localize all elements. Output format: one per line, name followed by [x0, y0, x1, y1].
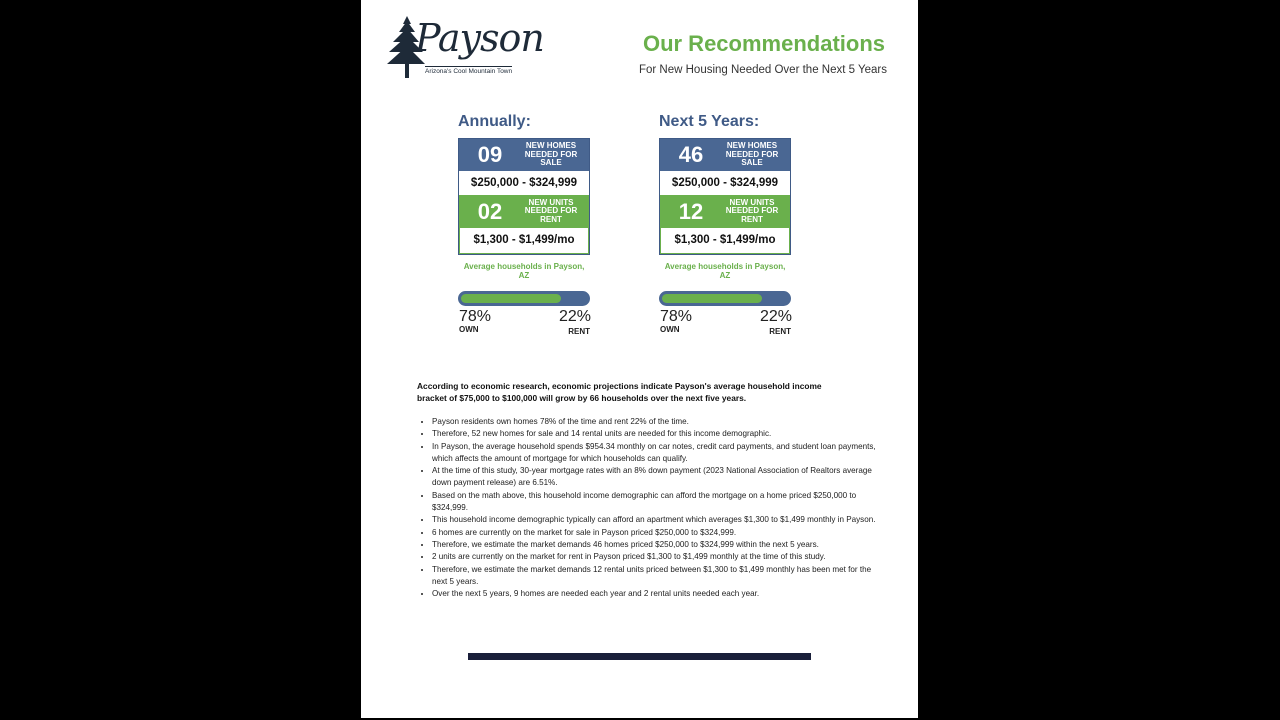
sale-label: NEW HOMES NEEDED FOR SALE: [524, 141, 578, 168]
page-title: Our Recommendations: [642, 31, 885, 56]
rent-percent: 22%: [759, 308, 792, 325]
payson-logo: [387, 14, 557, 84]
list-item: • Therefore, we estimate the market demands 46 homes priced $250,000 to $324,999 within the next 5 years.: [432, 539, 882, 551]
page-subtitle: For New Housing Needed Over the Next 5 Years: [638, 64, 887, 76]
rent-label-small: RENT: [568, 327, 590, 336]
sale-row: [660, 139, 790, 171]
own-bar-fill: [461, 294, 561, 303]
own-label: OWN: [660, 325, 680, 334]
average-households-label: Average households in Payson, AZ: [664, 262, 786, 280]
own-rent-percentages: [458, 306, 590, 344]
column-heading: Next 5 Years:: [659, 113, 760, 130]
sale-price: $250,000 - $324,999: [459, 171, 589, 195]
rent-row: [459, 195, 589, 228]
list-item: • Over the next 5 years, 9 homes are needed each year and 2 rental units needed each year.: [432, 588, 882, 600]
rent-price: $1,300 - $1,499/mo: [459, 228, 589, 254]
intro-paragraph: According to economic research, economic projections indicate Payson's average household income bracket of $75,000 to $100,000 will grow by 66 households over the next five years.: [417, 381, 822, 403]
recommendation-card: [659, 138, 791, 255]
list-item: • Based on the math above, this household income demographic can afford the mortgage on a home priced $250,000 to $324,999.: [432, 490, 882, 515]
logo-wordmark: Payson: [415, 16, 544, 60]
own-percent: 78%: [459, 308, 492, 325]
list-item: • This household income demographic typically can afford an apartment which averages $1,300 to $1,499 monthly in Payson.: [432, 514, 882, 526]
five-year-column: [659, 112, 791, 344]
own-percent: 78%: [660, 308, 693, 325]
list-item: • At the time of this study, 30-year mortgage rates with an 8% down payment (2023 National Association of Realtors average down payment release) are 6.51%.: [432, 465, 882, 490]
sale-number: 46: [678, 142, 704, 167]
findings-list: [417, 416, 882, 600]
list-item: • 6 homes are currently on the market for sale in Payson priced $250,000 to $324,999.: [432, 527, 882, 539]
own-label: OWN: [459, 325, 479, 334]
sale-price: $250,000 - $324,999: [660, 171, 790, 195]
list-item: • In Payson, the average household spends $954.34 monthly on car notes, credit card payments, and student loan payments, which affects the amount of mortgage for which households can qualify.: [432, 441, 882, 466]
sale-label: NEW HOMES NEEDED FOR SALE: [725, 141, 779, 168]
footer-divider: [468, 653, 811, 660]
rent-percent: 22%: [558, 308, 591, 325]
column-heading: Annually:: [458, 113, 531, 130]
sale-number: 09: [477, 142, 503, 167]
rent-label-small: RENT: [769, 327, 791, 336]
own-rent-percentages: [659, 306, 791, 344]
list-item: • Therefore, we estimate the market demands 12 rental units priced between $1,300 to $1,499 monthly has been met for the next 5 years.: [432, 564, 882, 589]
rent-label: NEW UNITS NEEDED FOR RENT: [524, 197, 578, 224]
rent-row: [660, 195, 790, 228]
own-rent-bar: [458, 291, 590, 306]
list-item: • Therefore, 52 new homes for sale and 14 rental units are needed for this income demographic.: [432, 428, 882, 440]
rent-label: NEW UNITS NEEDED FOR RENT: [725, 197, 779, 224]
sale-row: [459, 139, 589, 171]
own-bar-fill: [662, 294, 762, 303]
rent-price: $1,300 - $1,499/mo: [660, 228, 790, 254]
logo-tagline: Arizona's Cool Mountain Town: [425, 68, 513, 75]
list-item: • 2 units are currently on the market for rent in Payson priced $1,300 to $1,499 monthly at the time of this study.: [432, 551, 882, 563]
rent-number: 12: [678, 198, 704, 224]
list-item: • Payson residents own homes 78% of the time and rent 22% of the time.: [432, 416, 882, 428]
document-page: [361, 0, 918, 718]
own-rent-bar: [659, 291, 791, 306]
rent-number: 02: [477, 198, 503, 224]
recommendation-card: [458, 138, 590, 255]
average-households-label: Average households in Payson, AZ: [463, 262, 585, 280]
annual-column: [458, 112, 590, 344]
